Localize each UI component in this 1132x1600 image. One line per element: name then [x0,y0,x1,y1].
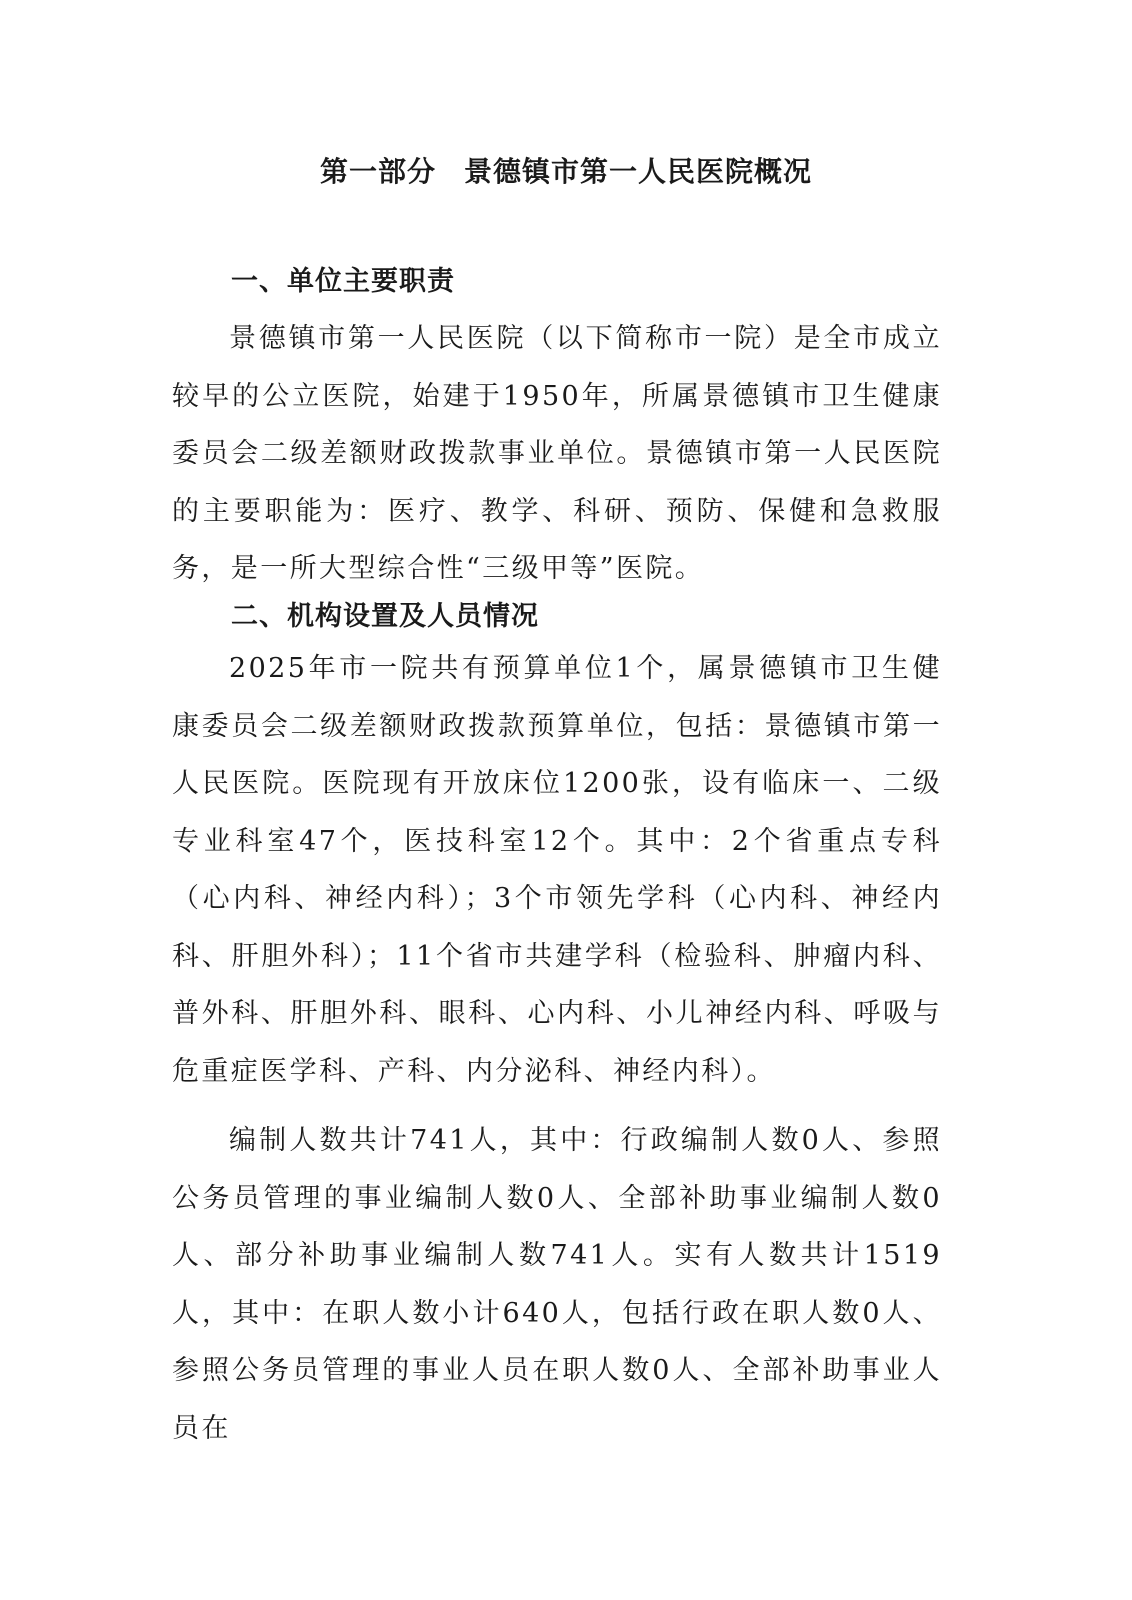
page-title [0,152,1132,192]
section-heading-organization: 二、机构设置及人员情况 [231,601,539,632]
org-title: 景德镇市第一人民医院概况 [464,155,813,188]
part-title: 第一部分 [319,155,436,188]
paragraph-staffing: 编制人数共计741人，其中：行政编制人数0人、参照公务员管理的事业编制人数0人、全部补助事业编制人数0人、部分补助事业编制人数741人。实有人数共计1519人，其中：在职人数小计640人，包括行政在职人数0人、参照公务员管理的事业人员在职人数0人、全部补助事业人员在 [172,1125,942,1444]
paragraph-duties: 景德镇市第一人民医院（以下简称市一院）是全市成立较早的公立医院，始建于1950年，所属景德镇市卫生健康委员会二级差额财政拨款事业单位。景德镇市第一人民医院的主要职能为：医疗、教学、科研、预防、保健和急救服务，是一所大型综合性“三级甲等”医院。 [172,323,942,584]
paragraph-organization: 2025年市一院共有预算单位1个，属景德镇市卫生健康委员会二级差额财政拨款预算单位，包括：景德镇市第一人民医院。医院现有开放床位1200张，设有临床一、二级专业科室47个，医技科室12个。其中：2个省重点专科（心内科、神经内科）；3个市领先学科（心内科、神经内科、肝胆外科）；11个省市共建学科（检验科、肿瘤内科、普外科、肝胆外科、眼科、心内科、小儿神经内科、呼吸与危重症医学科、产科、内分泌科、神经内科）。 [172,653,942,1087]
section-heading-duties: 一、单位主要职责 [231,266,455,297]
